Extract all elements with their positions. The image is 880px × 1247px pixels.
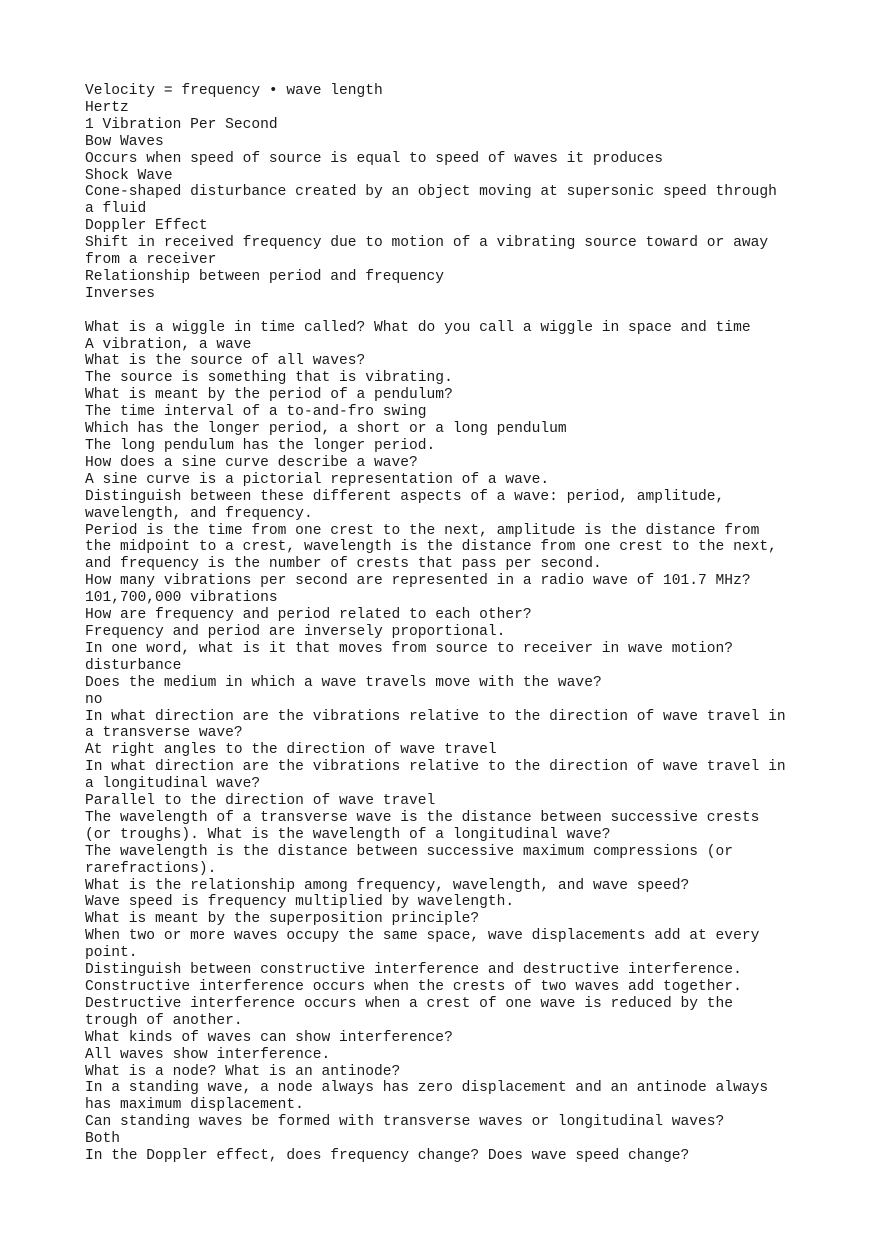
text-line: What is meant by the superposition principle? [85,911,480,928]
text-line: Which has the longer period, a short or a long pendulum [85,421,567,438]
text-line: Wave speed is frequency multiplied by wavelength. [85,894,515,911]
text-line: Parallel to the direction of wave travel [85,793,436,810]
text-line: Period is the time from one crest to the next, amplitude is the distance from [85,522,760,539]
text-line: Destructive interference occurs when a crest of one wave is reduced by the [85,995,734,1012]
text-line: the midpoint to a crest, wavelength is the distance from one crest to the next, [85,539,777,556]
text-line: What kinds of waves can show interference? [85,1029,453,1046]
text-line: Both [85,1131,121,1148]
text-line: 101,700,000 vibrations [85,590,278,607]
text-line: point. [85,945,138,962]
text-line: Inverses [85,285,156,302]
text-line: no [85,691,103,708]
text-line: The time interval of a to-and-fro swing [85,404,427,421]
text-line: What is the relationship among frequency, wavelength, and wave speed? [85,877,690,894]
text-line: Occurs when speed of source is equal to speed of waves it produces [85,150,664,167]
text-line: disturbance [85,657,182,674]
text-line: A vibration, a wave [85,336,252,353]
text-line: Frequency and period are inversely proportional. [85,623,506,640]
text-line: rarefractions). [85,860,217,877]
text-line: In the Doppler effect, does frequency change? Does wave speed change? [85,1148,690,1165]
text-line: When two or more waves occupy the same space, wave displacements add at every [85,928,760,945]
text-line: Does the medium in which a wave travels move with the wave? [85,674,602,691]
text-line: In one word, what is it that moves from source to receiver in wave motion? [85,640,734,657]
text-line: from a receiver [85,252,217,269]
text-line: All waves show interference. [85,1046,331,1063]
text-line: How does a sine curve describe a wave? [85,454,418,471]
text-line: Distinguish between constructive interference and destructive interference. [85,962,742,979]
text-line: 1 Vibration Per Second [85,116,278,133]
text-line: wavelength, and frequency. [85,505,313,522]
text-line: trough of another. [85,1012,243,1029]
text-line: Velocity = frequency • wave length [85,83,383,99]
text-line: a fluid [85,201,147,218]
text-line: In a standing wave, a node always has zero displacement and an antinode always [85,1080,769,1097]
text-line: How are frequency and period related to each other? [85,607,532,624]
text-line: A sine curve is a pictorial representation of a wave. [85,471,550,488]
text-line: The wavelength of a transverse wave is the distance between successive crests [85,809,760,826]
text-line: In what direction are the vibrations relative to the direction of wave travel in [85,708,786,725]
text-line: Shock Wave [85,167,173,184]
text-line: What is a node? What is an antinode? [85,1063,401,1080]
text-line: Bow Waves [85,133,164,150]
text-line: Relationship between period and frequency [85,268,445,285]
text-line: Cone-shaped disturbance created by an object moving at supersonic speed through [85,184,777,201]
text-line: Doppler Effect [85,218,208,235]
text-line [85,303,805,320]
text-line: What is meant by the period of a pendulum? [85,387,453,404]
text-line: Shift in received frequency due to motion of a vibrating source toward or away [85,235,769,252]
document-body [85,83,805,1165]
text-line: and frequency is the number of crests that pass per second. [85,556,602,573]
text-line: Distinguish between these different aspects of a wave: period, amplitude, [85,488,725,505]
text-line: a transverse wave? [85,725,243,742]
text-line: In what direction are the vibrations relative to the direction of wave travel in [85,759,786,776]
text-line: a longitudinal wave? [85,776,261,793]
text-line: What is a wiggle in time called? What do you call a wiggle in space and time [85,319,751,336]
text-line: Can standing waves be formed with transverse waves or longitudinal waves? [85,1114,725,1131]
text-line: Constructive interference occurs when the crests of two waves add together. [85,979,742,996]
text-line: How many vibrations per second are represented in a radio wave of 101.7 MHz? [85,573,751,590]
text-line: At right angles to the direction of wave travel [85,742,497,759]
text-line: (or troughs). What is the wavelength of a longitudinal wave? [85,826,611,843]
text-line: has maximum displacement. [85,1097,304,1114]
text-line: The long pendulum has the longer period. [85,438,436,455]
text-line: The source is something that is vibrating. [85,370,453,387]
text-line: The wavelength is the distance between successive maximum compressions (or [85,843,734,860]
text-line: What is the source of all waves? [85,353,366,370]
text-line: Hertz [85,99,129,116]
